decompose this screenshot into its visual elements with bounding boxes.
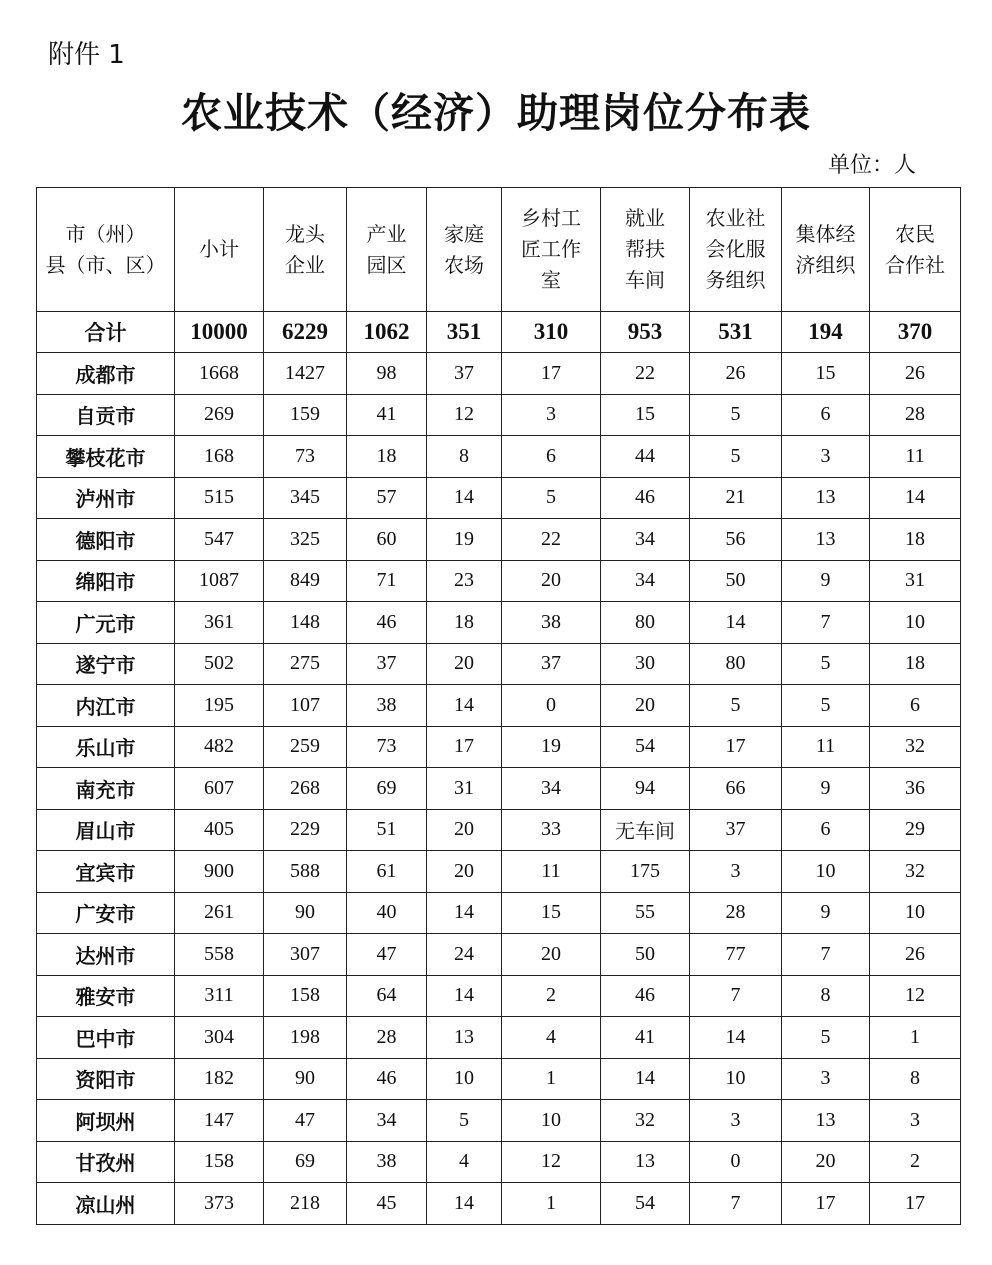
count-cell: 64 — [347, 975, 427, 1017]
count-cell: 47 — [347, 934, 427, 976]
page-title: 农业技术（经济）助理岗位分布表 — [181, 89, 811, 137]
count-cell: 7 — [690, 975, 782, 1017]
count-cell: 900 — [175, 851, 264, 893]
count-cell: 26 — [870, 934, 961, 976]
table-row — [37, 560, 961, 602]
count-cell: 73 — [264, 436, 347, 478]
count-cell: 13 — [782, 477, 870, 519]
count-cell: 11 — [502, 851, 601, 893]
count-cell: 6229 — [264, 312, 347, 353]
table-row — [37, 477, 961, 519]
count-cell: 12 — [502, 1141, 601, 1183]
count-cell: 11 — [782, 726, 870, 768]
table-row — [37, 1100, 961, 1142]
count-cell: 19 — [427, 519, 502, 561]
count-cell: 26 — [870, 353, 961, 395]
column-header-line: 合作社 — [885, 252, 945, 277]
count-cell: 6 — [502, 436, 601, 478]
count-cell: 37 — [347, 643, 427, 685]
count-cell: 14 — [427, 1183, 502, 1225]
table-row — [37, 892, 961, 934]
count-cell: 31 — [870, 560, 961, 602]
count-cell: 5 — [690, 685, 782, 727]
count-cell: 18 — [347, 436, 427, 478]
table-row — [37, 726, 961, 768]
column-header-line: 园区 — [366, 252, 407, 277]
count-cell: 14 — [601, 1058, 690, 1100]
column-header-line: 农民 — [895, 221, 935, 246]
count-cell: 14 — [427, 685, 502, 727]
count-cell: 41 — [347, 394, 427, 436]
count-cell: 1668 — [175, 353, 264, 395]
count-cell: 17 — [782, 1183, 870, 1225]
count-cell: 20 — [427, 851, 502, 893]
count-cell: 1087 — [175, 560, 264, 602]
column-header-line: 乡村工 — [521, 206, 581, 230]
count-cell: 6 — [782, 394, 870, 436]
count-cell: 60 — [347, 519, 427, 561]
count-cell: 310 — [502, 312, 601, 353]
column-header-line: 农场 — [444, 252, 484, 277]
count-cell: 14 — [870, 477, 961, 519]
count-cell: 20 — [502, 560, 601, 602]
column-header-line: 务组织 — [705, 268, 766, 292]
count-cell: 30 — [601, 643, 690, 685]
count-cell: 588 — [264, 851, 347, 893]
count-cell: 90 — [264, 1058, 347, 1100]
count-cell: 14 — [427, 892, 502, 934]
count-cell: 147 — [175, 1100, 264, 1142]
count-cell: 17 — [502, 353, 601, 395]
count-cell: 307 — [264, 934, 347, 976]
count-cell: 18 — [427, 602, 502, 644]
table-row — [37, 809, 961, 851]
count-cell: 66 — [690, 768, 782, 810]
count-cell: 5 — [502, 477, 601, 519]
column-header-line: 就业 — [625, 206, 665, 230]
count-cell: 3 — [690, 851, 782, 893]
count-cell: 32 — [870, 851, 961, 893]
region-name-cell: 合计 — [37, 312, 175, 353]
count-cell: 148 — [264, 602, 347, 644]
region-name-cell: 南充市 — [37, 768, 175, 810]
count-cell: 849 — [264, 560, 347, 602]
count-cell: 13 — [601, 1141, 690, 1183]
region-name-cell: 眉山市 — [37, 809, 175, 851]
count-cell: 54 — [601, 726, 690, 768]
count-cell: 46 — [601, 477, 690, 519]
count-cell: 218 — [264, 1183, 347, 1225]
count-cell: 0 — [690, 1141, 782, 1183]
count-cell: 275 — [264, 643, 347, 685]
table-row — [37, 1183, 961, 1225]
count-cell: 2 — [502, 975, 601, 1017]
count-cell: 10 — [690, 1058, 782, 1100]
region-name-cell: 阿坝州 — [37, 1100, 175, 1142]
count-cell: 2 — [870, 1141, 961, 1183]
column-header-line: 市（州） — [65, 221, 146, 246]
column-header-line: 企业 — [285, 252, 325, 277]
count-cell: 531 — [690, 312, 782, 353]
count-cell: 8 — [427, 436, 502, 478]
count-cell: 34 — [601, 560, 690, 602]
count-cell: 20 — [427, 809, 502, 851]
table-row — [37, 436, 961, 478]
count-cell: 8 — [782, 975, 870, 1017]
count-cell: 5 — [690, 436, 782, 478]
column-header — [870, 188, 961, 312]
count-cell: 98 — [347, 353, 427, 395]
count-cell: 1 — [502, 1183, 601, 1225]
count-cell: 198 — [264, 1017, 347, 1059]
count-cell: 11 — [870, 436, 961, 478]
count-cell: 3 — [502, 394, 601, 436]
count-cell: 20 — [427, 643, 502, 685]
count-cell: 40 — [347, 892, 427, 934]
table-body — [37, 312, 961, 1225]
count-cell: 158 — [175, 1141, 264, 1183]
count-cell: 953 — [601, 312, 690, 353]
count-cell: 158 — [264, 975, 347, 1017]
count-cell: 10 — [870, 892, 961, 934]
table-row — [37, 1058, 961, 1100]
count-cell: 405 — [175, 809, 264, 851]
count-cell: 29 — [870, 809, 961, 851]
column-header-line: 农业社 — [705, 206, 766, 230]
count-cell: 351 — [427, 312, 502, 353]
count-cell: 3 — [782, 1058, 870, 1100]
table-row — [37, 394, 961, 436]
column-header — [690, 188, 782, 312]
count-cell: 12 — [870, 975, 961, 1017]
count-cell: 10 — [870, 602, 961, 644]
column-header-line: 会化服 — [705, 237, 766, 261]
region-name-cell: 雅安市 — [37, 975, 175, 1017]
count-cell: 34 — [601, 519, 690, 561]
region-name-cell: 达州市 — [37, 934, 175, 976]
count-cell: 9 — [782, 560, 870, 602]
count-cell: 19 — [502, 726, 601, 768]
count-cell: 5 — [782, 1017, 870, 1059]
count-cell: 50 — [690, 560, 782, 602]
table-row — [37, 1017, 961, 1059]
region-name-cell: 巴中市 — [37, 1017, 175, 1059]
region-name-cell: 广安市 — [37, 892, 175, 934]
count-cell: 69 — [264, 1141, 347, 1183]
count-cell: 15 — [601, 394, 690, 436]
count-cell: 44 — [601, 436, 690, 478]
count-cell: 28 — [690, 892, 782, 934]
count-cell: 182 — [175, 1058, 264, 1100]
count-cell: 94 — [601, 768, 690, 810]
count-cell: 1 — [502, 1058, 601, 1100]
count-cell: 175 — [601, 851, 690, 893]
count-cell: 10000 — [175, 312, 264, 353]
count-cell: 1427 — [264, 353, 347, 395]
count-cell: 311 — [175, 975, 264, 1017]
count-cell: 547 — [175, 519, 264, 561]
region-name-cell: 资阳市 — [37, 1058, 175, 1100]
count-cell: 261 — [175, 892, 264, 934]
table-row — [37, 768, 961, 810]
count-cell: 17 — [427, 726, 502, 768]
attachment-label: 附件 1 — [48, 40, 125, 70]
region-name-cell: 成都市 — [37, 353, 175, 395]
count-cell: 14 — [427, 477, 502, 519]
count-cell: 17 — [690, 726, 782, 768]
count-cell: 502 — [175, 643, 264, 685]
count-cell: 10 — [502, 1100, 601, 1142]
count-cell: 13 — [782, 519, 870, 561]
count-cell: 268 — [264, 768, 347, 810]
column-header-line: 龙头 — [285, 221, 325, 246]
column-header — [175, 188, 264, 312]
count-cell: 7 — [782, 602, 870, 644]
count-cell: 32 — [870, 726, 961, 768]
count-cell: 20 — [502, 934, 601, 976]
count-cell: 26 — [690, 353, 782, 395]
count-cell: 8 — [870, 1058, 961, 1100]
count-cell: 168 — [175, 436, 264, 478]
region-name-cell: 遂宁市 — [37, 643, 175, 685]
count-cell: 51 — [347, 809, 427, 851]
count-cell: 370 — [870, 312, 961, 353]
column-header — [347, 188, 427, 312]
count-cell: 38 — [347, 685, 427, 727]
region-name-cell: 广元市 — [37, 602, 175, 644]
count-cell: 4 — [502, 1017, 601, 1059]
column-header — [37, 188, 175, 312]
table-row — [37, 602, 961, 644]
table-row — [37, 353, 961, 395]
column-header — [782, 188, 870, 312]
region-name-cell: 泸州市 — [37, 477, 175, 519]
count-cell: 361 — [175, 602, 264, 644]
count-cell: 5 — [690, 394, 782, 436]
count-cell: 18 — [870, 643, 961, 685]
column-header — [264, 188, 347, 312]
count-cell: 69 — [347, 768, 427, 810]
count-cell: 37 — [690, 809, 782, 851]
count-cell: 90 — [264, 892, 347, 934]
column-header — [427, 188, 502, 312]
count-cell: 15 — [502, 892, 601, 934]
column-header-line: 车间 — [625, 268, 665, 292]
count-cell: 28 — [347, 1017, 427, 1059]
count-cell: 28 — [870, 394, 961, 436]
count-cell: 1 — [870, 1017, 961, 1059]
count-cell: 12 — [427, 394, 502, 436]
count-cell: 47 — [264, 1100, 347, 1142]
table-row — [37, 1141, 961, 1183]
count-cell: 33 — [502, 809, 601, 851]
count-cell: 56 — [690, 519, 782, 561]
count-cell: 3 — [782, 436, 870, 478]
table-row — [37, 975, 961, 1017]
count-cell: 61 — [347, 851, 427, 893]
table-row — [37, 643, 961, 685]
region-name-cell: 宜宾市 — [37, 851, 175, 893]
column-header-line: 室 — [541, 268, 561, 292]
column-header-line: 集体经 — [795, 221, 856, 246]
count-cell: 5 — [427, 1100, 502, 1142]
column-header-line: 小计 — [199, 237, 239, 261]
count-cell: 515 — [175, 477, 264, 519]
count-cell: 325 — [264, 519, 347, 561]
count-cell: 41 — [601, 1017, 690, 1059]
count-cell: 无车间 — [601, 809, 690, 851]
count-cell: 23 — [427, 560, 502, 602]
count-cell: 304 — [175, 1017, 264, 1059]
count-cell: 5 — [782, 643, 870, 685]
count-cell: 607 — [175, 768, 264, 810]
count-cell: 20 — [782, 1141, 870, 1183]
count-cell: 22 — [601, 353, 690, 395]
count-cell: 269 — [175, 394, 264, 436]
region-name-cell: 自贡市 — [37, 394, 175, 436]
count-cell: 24 — [427, 934, 502, 976]
column-header-line: 匠工作 — [521, 237, 581, 261]
count-cell: 13 — [427, 1017, 502, 1059]
count-cell: 80 — [601, 602, 690, 644]
count-cell: 55 — [601, 892, 690, 934]
count-cell: 34 — [347, 1100, 427, 1142]
count-cell: 345 — [264, 477, 347, 519]
region-name-cell: 德阳市 — [37, 519, 175, 561]
count-cell: 4 — [427, 1141, 502, 1183]
table-row — [37, 934, 961, 976]
count-cell: 3 — [870, 1100, 961, 1142]
count-cell: 159 — [264, 394, 347, 436]
count-cell: 54 — [601, 1183, 690, 1225]
region-name-cell: 乐山市 — [37, 726, 175, 768]
count-cell: 195 — [175, 685, 264, 727]
count-cell: 17 — [870, 1183, 961, 1225]
count-cell: 14 — [690, 1017, 782, 1059]
count-cell: 50 — [601, 934, 690, 976]
count-cell: 21 — [690, 477, 782, 519]
column-header — [502, 188, 601, 312]
count-cell: 229 — [264, 809, 347, 851]
count-cell: 1062 — [347, 312, 427, 353]
count-cell: 46 — [601, 975, 690, 1017]
count-cell: 31 — [427, 768, 502, 810]
count-cell: 107 — [264, 685, 347, 727]
count-cell: 32 — [601, 1100, 690, 1142]
unit-label: 单位：人 — [827, 153, 916, 178]
count-cell: 259 — [264, 726, 347, 768]
count-cell: 7 — [782, 934, 870, 976]
count-cell: 77 — [690, 934, 782, 976]
count-cell: 22 — [502, 519, 601, 561]
count-cell: 18 — [870, 519, 961, 561]
column-header-line: 家庭 — [444, 221, 484, 246]
count-cell: 5 — [782, 685, 870, 727]
count-cell: 14 — [427, 975, 502, 1017]
count-cell: 34 — [502, 768, 601, 810]
count-cell: 9 — [782, 768, 870, 810]
count-cell: 482 — [175, 726, 264, 768]
count-cell: 46 — [347, 602, 427, 644]
column-header-line: 县（市、区） — [45, 252, 166, 277]
count-cell: 3 — [690, 1100, 782, 1142]
count-cell: 37 — [502, 643, 601, 685]
count-cell: 20 — [601, 685, 690, 727]
column-header-line: 产业 — [366, 221, 407, 246]
count-cell: 373 — [175, 1183, 264, 1225]
region-name-cell: 凉山州 — [37, 1183, 175, 1225]
count-cell: 6 — [870, 685, 961, 727]
count-cell: 37 — [427, 353, 502, 395]
count-cell: 45 — [347, 1183, 427, 1225]
table-row — [37, 519, 961, 561]
count-cell: 10 — [427, 1058, 502, 1100]
count-cell: 38 — [347, 1141, 427, 1183]
count-cell: 80 — [690, 643, 782, 685]
count-cell: 36 — [870, 768, 961, 810]
count-cell: 558 — [175, 934, 264, 976]
count-cell: 10 — [782, 851, 870, 893]
count-cell: 15 — [782, 353, 870, 395]
column-header-line: 帮扶 — [625, 237, 665, 261]
distribution-table — [36, 187, 961, 1225]
count-cell: 57 — [347, 477, 427, 519]
count-cell: 9 — [782, 892, 870, 934]
count-cell: 73 — [347, 726, 427, 768]
count-cell: 7 — [690, 1183, 782, 1225]
total-row — [37, 312, 961, 353]
column-header-line: 济组织 — [795, 252, 856, 277]
count-cell: 194 — [782, 312, 870, 353]
count-cell: 46 — [347, 1058, 427, 1100]
region-name-cell: 内江市 — [37, 685, 175, 727]
count-cell: 71 — [347, 560, 427, 602]
count-cell: 14 — [690, 602, 782, 644]
count-cell: 38 — [502, 602, 601, 644]
region-name-cell: 攀枝花市 — [37, 436, 175, 478]
column-header — [601, 188, 690, 312]
table-row — [37, 685, 961, 727]
count-cell: 13 — [782, 1100, 870, 1142]
table-row — [37, 851, 961, 893]
table-header-row — [37, 188, 961, 312]
count-cell: 6 — [782, 809, 870, 851]
count-cell: 0 — [502, 685, 601, 727]
region-name-cell: 绵阳市 — [37, 560, 175, 602]
region-name-cell: 甘孜州 — [37, 1141, 175, 1183]
